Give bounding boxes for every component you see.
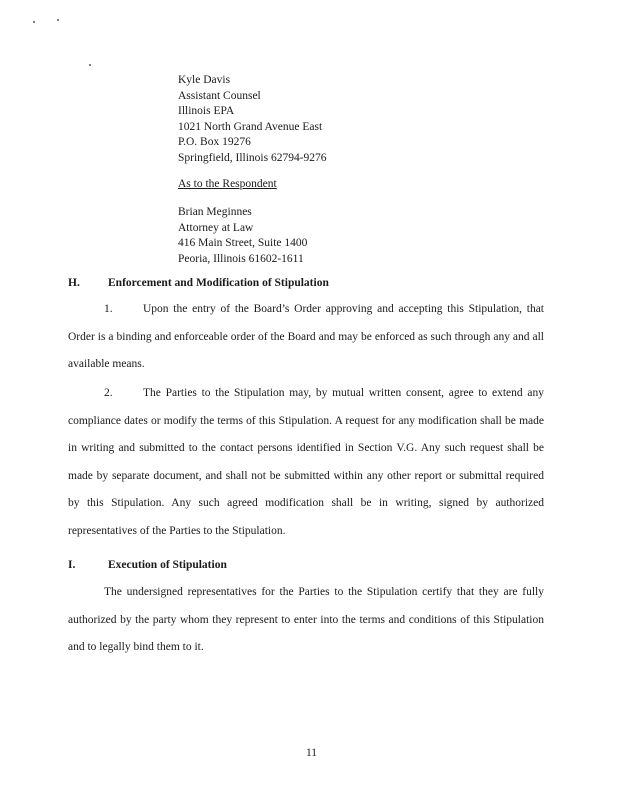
respondent-heading: As to the Respondent — [178, 178, 277, 190]
contact-address-block — [178, 73, 327, 166]
address-line: Brian Meginnes — [178, 206, 252, 218]
section-letter: I. — [68, 559, 76, 571]
section-h-paragraph-2 — [68, 380, 544, 545]
address-line: Springfield, Illinois 62794-9276 — [178, 151, 327, 164]
address-line: Kyle Davis — [178, 74, 231, 86]
section-h-paragraph-1 — [68, 296, 544, 379]
paragraph-text: The undersigned representatives for the Parties to the Stipulation certify that they are fully authorized by the party whom they represent to enter into the terms and conditions of this Stipulation and to legally bind them to it. — [68, 586, 544, 653]
scan-speck — [57, 19, 59, 21]
scan-speck — [33, 21, 35, 23]
paragraph-text: Upon the entry of the Board’s Order approving and accepting this Stipulation, that Order is a binding and enforceable order of the Board and may be enforced as such through any and all available means. — [68, 303, 544, 370]
address-line: 416 Main Street, Suite 1400 — [178, 237, 308, 249]
section-i-heading — [68, 559, 227, 571]
section-i-paragraph — [68, 579, 544, 662]
address-line: Illinois EPA — [178, 105, 235, 117]
paragraph-text: The Parties to the Stipulation may, by mutual written consent, agree to extend any compliance dates or modify the terms of this Stipulation. A request for any modification shall be made in writing and submitted to the contact persons identified in Section V.G. Any such request shall be made by separate document, and shall not be submitted within any other report or submittal required by this Stipulation. Any such agreed modification shall be in writing, signed by authorized representatives of the Parties to the Stipulation. — [68, 387, 544, 537]
section-title: Execution of Stipulation — [108, 559, 227, 571]
paragraph-number: 2. — [104, 387, 113, 399]
address-line: Assistant Counsel — [178, 89, 261, 102]
section-title: Enforcement and Modification of Stipulation — [108, 277, 329, 289]
respondent-address-block — [178, 205, 307, 267]
section-letter: H. — [68, 277, 80, 289]
address-line: 1021 North Grand Avenue East — [178, 120, 323, 133]
page-number: 11 — [305, 747, 318, 759]
address-line: Attorney at Law — [178, 221, 254, 234]
paragraph-number: 1. — [104, 303, 113, 315]
address-line: P.O. Box 19276 — [178, 136, 251, 148]
section-h-heading — [68, 277, 329, 289]
scan-speck — [89, 64, 91, 66]
address-line: Peoria, Illinois 61602-1611 — [178, 252, 304, 265]
